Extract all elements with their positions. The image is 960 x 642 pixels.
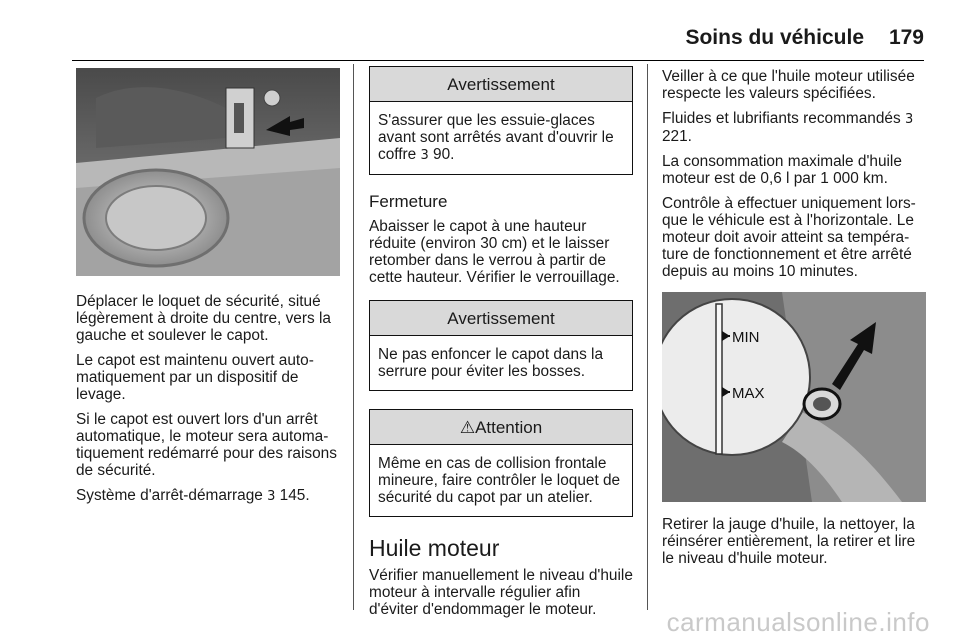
paragraph-text: Fluides et lubrifiants recommandés [662, 110, 905, 127]
warning-box-title: Avertissement [370, 67, 632, 102]
dipstick-min-label: MIN [732, 329, 760, 346]
hood-latch-illustration [76, 68, 340, 276]
paragraph-with-ref [662, 110, 926, 145]
attention-box [369, 409, 633, 517]
paragraph: Le capot est maintenu ouvert auto-matiquement par un dispositif de levage. [76, 352, 314, 403]
dipstick-illustration [662, 292, 926, 502]
paragraph: La consommation maximale d'huile moteur est de 0,6 l par 1 000 km. [662, 153, 902, 187]
page-reference-icon: 3 [267, 489, 276, 504]
page-reference-icon: 3 [904, 112, 914, 127]
column-divider [353, 64, 354, 610]
column-left [76, 68, 340, 513]
warning-box [369, 300, 633, 391]
paragraph: Vérifier manuellement le niveau d'huile moteur à intervalle régulier afin d'éviter d'endommager le moteur. [369, 567, 633, 618]
watermark: carmanualsonline.info [666, 607, 930, 637]
page-title: Soins du véhicule [685, 26, 864, 49]
column-middle [369, 66, 633, 626]
page-reference-number: 221. [662, 128, 692, 145]
attention-box-title [370, 410, 632, 445]
page-reference-icon: 3 [420, 148, 429, 163]
dipstick-photo [662, 292, 926, 502]
hood-latch-photo [76, 68, 340, 276]
warning-box-title: Avertissement [370, 301, 632, 336]
section-heading-closing: Fermeture [369, 192, 448, 211]
paragraph: Contrôle à effectuer uniquement lors-que le véhicule est à l'horizontale. Le moteur doit avoir atteint sa tempéra-ture de fonctionnement et être arrêté depuis au moins 10 minutes. [662, 195, 916, 280]
paragraph-text: Système d'arrêt-démarrage [76, 487, 268, 504]
attention-title-text: Attention [475, 418, 543, 437]
page-reference-number: 145. [275, 487, 310, 504]
page-reference-number: 90. [428, 146, 455, 163]
attention-box-body: Même en cas de collision frontale mineure, faire contrôler le loquet de sécurité du capot par un atelier. [378, 455, 621, 506]
column-right [662, 68, 926, 575]
page-number: 179 [888, 26, 924, 49]
warning-triangle-icon: ⚠ [459, 418, 476, 437]
paragraph: Abaisser le capot à une hauteur réduite (environ 30 cm) et le laisser retomber dans le verrou à partir de cette hauteur. Vérifier le verrouillage. [369, 218, 620, 286]
section-heading-engine-oil: Huile moteur [369, 535, 500, 561]
column-divider [647, 64, 648, 610]
paragraph: Veiller à ce que l'huile moteur utilisée respecte les valeurs spécifiées. [662, 68, 915, 102]
paragraph: Retirer la jauge d'huile, la nettoyer, la réinsérer entièrement, la retirer et lire le niveau d'huile moteur. [662, 516, 916, 567]
warning-text: S'assurer que les essuie-glaces avant sont arrêtés avant d'ouvrir le coffre [378, 112, 614, 163]
warning-box-body: Ne pas enfoncer le capot dans la serrure pour éviter les bosses. [378, 346, 604, 380]
warning-box [369, 66, 633, 175]
dipstick-max-label: MAX [732, 385, 765, 402]
paragraph-with-ref [76, 487, 340, 505]
paragraph: Si le capot est ouvert lors d'un arrêt automatique, le moteur sera automa-tiquement redémarré pour des raisons de sécurité. [76, 411, 337, 479]
page-header [72, 26, 924, 61]
warning-box-body [370, 102, 632, 174]
paragraph: Déplacer le loquet de sécurité, situé légèrement à droite du centre, vers la gauche et soulever le capot. [76, 293, 331, 344]
